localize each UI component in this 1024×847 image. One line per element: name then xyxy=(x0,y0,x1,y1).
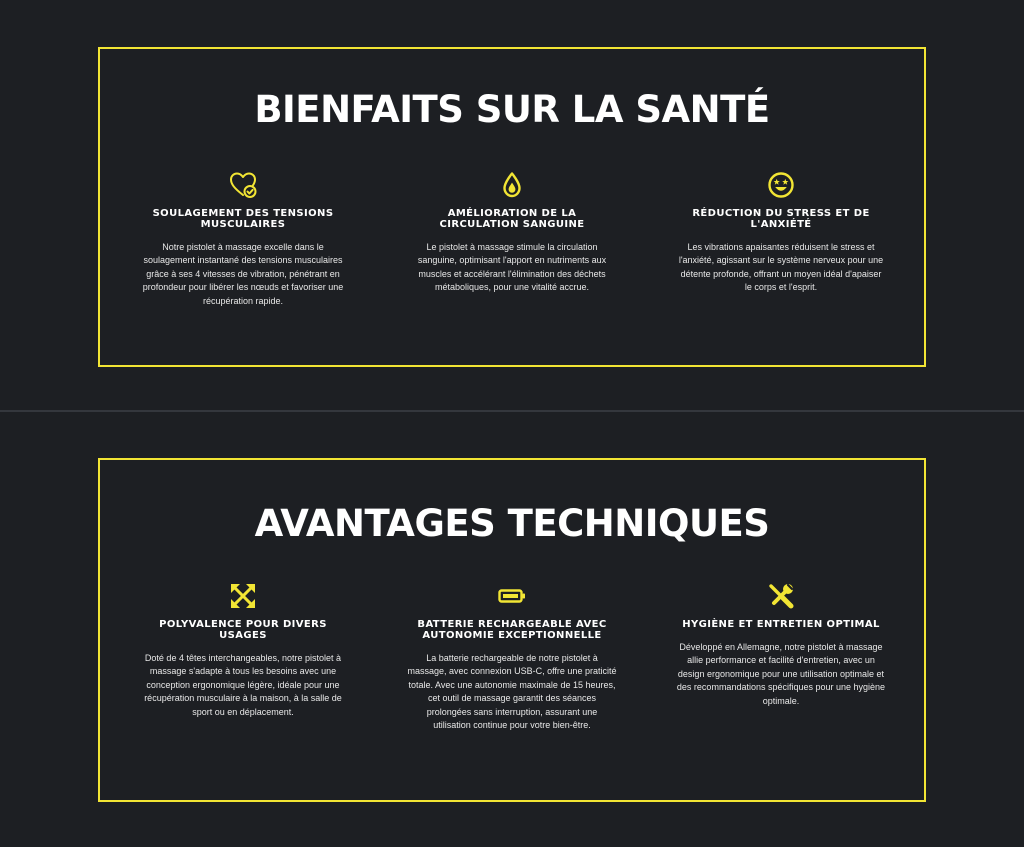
feature-versatility xyxy=(138,582,348,719)
feature-stress-reduction xyxy=(676,171,886,295)
health-benefits-section xyxy=(0,0,1024,410)
feature-title: AMÉLIORATION DE LA CIRCULATION SANGUINE xyxy=(439,208,585,230)
feature-battery xyxy=(407,582,617,732)
feature-title: SOULAGEMENT DES TENSIONS MUSCULAIRES xyxy=(152,208,334,230)
heart-check-icon xyxy=(229,171,257,199)
feature-title: HYGIÈNE ET ENTRETIEN OPTIMAL xyxy=(682,619,880,630)
technical-advantages-section xyxy=(0,412,1024,847)
star-eyes-smiley-icon xyxy=(767,171,795,199)
feature-description: Doté de 4 têtes interchangeables, notre pistolet à massage s'adapte à tous les besoins avec une conception ergonomique légère, idéale pour une récupération musculaire à la maison, à la salle de sport ou en déplacement. xyxy=(144,653,342,717)
section-title: BIENFAITS SUR LA SANTÉ xyxy=(254,88,770,131)
feature-description: Les vibrations apaisantes réduisent le stress et l'anxiété, agissant sur le système nerveux pour une détente profonde, offrant un moyen idéal d'apaiser le corps et l'esprit. xyxy=(678,242,884,293)
feature-description: Développé en Allemagne, notre pistolet à massage allie performance et facilité d'entretien, avec un design ergonomique pour une utilisation optimale et des recommandations spécifiques pour une hygiène optimale. xyxy=(676,642,886,706)
feature-blood-circulation xyxy=(407,171,617,295)
feature-title: RÉDUCTION DU STRESS ET DE L'ANXIÉTÉ xyxy=(692,208,870,230)
feature-hygiene xyxy=(676,582,886,708)
feature-description: La batterie rechargeable de notre pistolet à massage, avec connexion USB-C, offre une praticité totale. Avec une autonomie maximale de 15 heures, cet outil de massage garantit des séances prolongées sans interruption, assurant une utilisation continue pour votre bien-être. xyxy=(407,653,617,731)
feature-title: BATTERIE RECHARGEABLE AVEC AUTONOMIE EXCEPTIONNELLE xyxy=(417,619,607,641)
battery-full-icon xyxy=(498,582,526,610)
feature-description: Le pistolet à massage stimule la circulation sanguine, optimisant l'apport en nutriments aux muscles et accélérant l'élimination des déchets métaboliques, pour une vitalité accrue. xyxy=(417,242,607,293)
feature-title: POLYVALENCE POUR DIVERS USAGES xyxy=(159,619,327,641)
section-title: AVANTAGES TECHNIQUES xyxy=(254,502,770,545)
feature-muscle-tension xyxy=(138,171,348,308)
tools-icon xyxy=(767,582,795,610)
technical-advantages-frame xyxy=(98,458,926,802)
expand-arrows-icon xyxy=(229,582,257,610)
health-benefits-frame xyxy=(98,47,926,367)
water-drop-icon xyxy=(498,171,526,199)
feature-description: Notre pistolet à massage excelle dans le soulagement instantané des tensions musculaires grâce à ses 4 vitesses de vibration, pénétrant en profondeur pour libérer les nœuds et favoriser une récupération rapide. xyxy=(142,242,344,306)
